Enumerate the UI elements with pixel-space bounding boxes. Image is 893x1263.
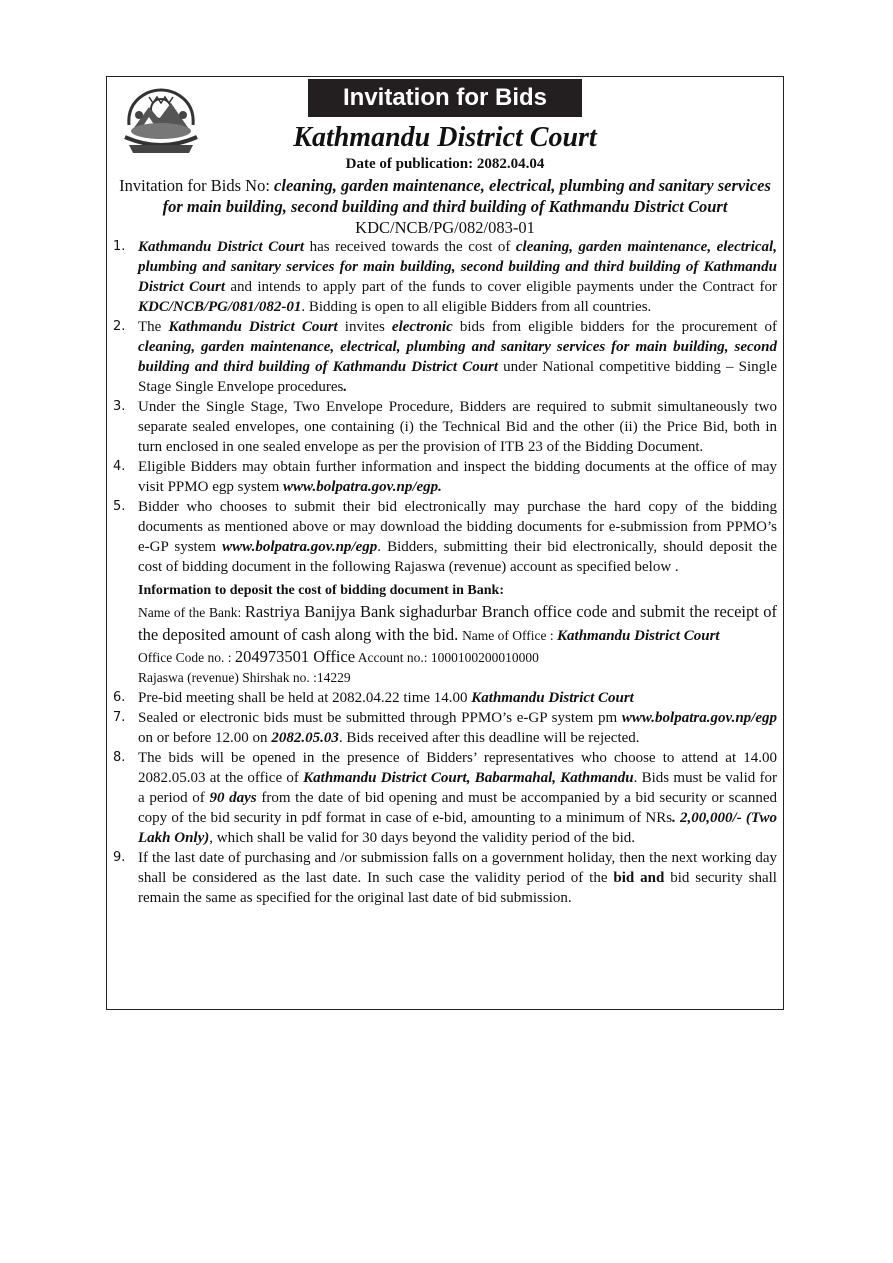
ifb-code: KDC/NCB/PG/082/083-01 (355, 218, 535, 237)
item-number: 3. (113, 399, 126, 414)
bid-notice (106, 76, 784, 1010)
item-number: 5. (113, 499, 126, 514)
account-number: Account no.: 1000100200010000 (355, 650, 539, 665)
item-text: If the last date of purchasing and /or submission falls on a government holiday, then the next working day shall be considered as the last date. In such case the validity period of the (138, 850, 777, 886)
rajaswa-line (138, 668, 777, 688)
notice-item (113, 457, 777, 497)
item-number: 7. (113, 710, 126, 725)
bank-info-heading: Information to deposit the cost of bidding document in Bank: (138, 583, 504, 598)
item-number: 8. (113, 750, 126, 765)
notice-item (113, 848, 777, 908)
office-word: Office (309, 647, 356, 666)
office-label: Name of Office : (462, 628, 558, 643)
notice-item (113, 397, 777, 457)
item-text: KDC/NCB/PG/081/082-01 (138, 299, 302, 315)
item-text: . Bids must be valid for a period of (138, 770, 777, 806)
item-number: 4. (113, 459, 126, 474)
ifb-title: cleaning, garden maintenance, electrical, plumbing and sanitary services for main building, second building and third building of Kathmandu District Court (162, 176, 771, 216)
notice-banner: Invitation for Bids (308, 79, 582, 117)
office-account-line (138, 647, 777, 668)
item-text: Kathmandu District Court, Babarmahal, Kathmandu (303, 770, 634, 786)
item-text: Kathmandu District Court (138, 239, 310, 255)
publication-date: Date of publication: 2082.04.04 (345, 156, 545, 172)
notice-item (113, 708, 777, 748)
notice-item (113, 317, 778, 397)
bank-text: Rastriya Banijya Bank sighadurbar Branch office code and submit the receipt of the deposited amount of cash along with the bid. (138, 602, 777, 644)
notice-items (107, 237, 783, 908)
item-text: . Bidding is open to all eligible Bidders from all countries. (301, 299, 652, 315)
item-text: www.bolpatra.gov.np/egp (222, 539, 378, 555)
item-text: Kathmandu District Court (471, 690, 634, 706)
rajaswa-shirshak: Rajaswa (revenue) Shirshak no. :14229 (138, 670, 351, 685)
item-text: , which shall be valid for 30 days beyond the validity period of the bid. (209, 830, 635, 846)
item-text: . Bidders, submitting their bid electronically, should deposit the cost of bidding document in the following Rajaswa (revenue) account as specified below . (138, 539, 777, 575)
item-text: invites (337, 319, 392, 335)
item-text: Sealed or electronic bids must be submitted through PPMO’s e-GP system pm (138, 710, 622, 726)
item-text: 90 days (209, 790, 257, 806)
item-text: Kathmandu District Court (168, 319, 338, 335)
office-name: Kathmandu District Court (557, 628, 720, 644)
item-text: bid and (613, 870, 665, 886)
item-text: Bidder who chooses to submit their bid electronically may purchase the hard copy of the bidding documents as mentioned above or may download the bidding documents for e-submission from PPMO’s e-GP system (138, 499, 777, 555)
item-text: from the date of bid opening and must be accompanied by a bid security or scanned copy of the bid security in pdf format in case of e-bid, amounting to a minimum of NRs (138, 790, 777, 826)
office-code-label: Office Code no. : (138, 650, 235, 665)
item-text: cleaning, garden maintenance, electrical, plumbing and sanitary services for main building, second building and third building of Kathmandu District Court (138, 339, 777, 375)
bank-details (138, 601, 777, 647)
item-text: . 2,00,000/- (Two Lakh Only) (138, 810, 777, 846)
item-text: cleaning, garden maintenance, electrical, plumbing and sanitary services for main building, second building and third building of Kathmandu District Court (138, 239, 777, 295)
item-text: . Bids received after this deadline will be rejected. (338, 730, 640, 746)
ifb-number (119, 175, 771, 238)
bank-label: Name of the Bank: (138, 605, 245, 620)
item-text: The (138, 319, 169, 335)
item-text: Pre-bid meeting shall be held at 2082.04.22 time 14.00 (138, 690, 472, 706)
item-number: 2. (113, 319, 126, 334)
item-text: on or before 12.00 on (138, 730, 272, 746)
item-text: bid security shall remain the same as specified for the original last date of bid submission. (138, 870, 777, 906)
item-text: 2082.05.03 (271, 730, 339, 746)
item-text: . (343, 379, 348, 395)
item-text: The bids will be opened in the presence of Bidders’ representatives who choose to attend at 14.00 2082.05.03 at the office of (138, 750, 777, 786)
item-text: www.bolpatra.gov.np/egp (621, 710, 777, 726)
court-name: Kathmandu District Court (293, 122, 597, 153)
item-text: has received towards the cost of (309, 239, 516, 255)
item-text: electronic (391, 319, 453, 335)
item-text: and intends to apply part of the funds to cover eligible payments under the Contract for (225, 279, 777, 295)
item-text: under National competitive bidding – Single Stage Single Envelope procedures (138, 359, 777, 395)
notice-item (113, 748, 777, 848)
notice-item (113, 237, 777, 317)
item-number: 9. (113, 850, 126, 865)
item-number: 1. (113, 239, 126, 254)
office-code: 204973501 (234, 647, 310, 666)
ifb-prefix: Invitation for Bids No: (119, 176, 275, 195)
item-text: www.bolpatra.gov.np/egp. (283, 479, 442, 495)
item-number: 6. (113, 690, 126, 705)
item-text: bids from eligible bidders for the procurement of (452, 319, 778, 335)
notice-item (113, 497, 777, 688)
notice-item (113, 688, 777, 708)
item-text: Eligible Bidders may obtain further information and inspect the bidding documents at the office of may visit PPMO egp system (138, 459, 777, 495)
item-text: Under the Single Stage, Two Envelope Procedure, Bidders are required to submit simultaneously two separate sealed envelopes, one containing (i) the Technical Bid and the other (ii) the Price Bid, both in turn enclosed in one sealed envelope as per the provision of ITB 23 of the Bidding Document. (138, 399, 777, 455)
